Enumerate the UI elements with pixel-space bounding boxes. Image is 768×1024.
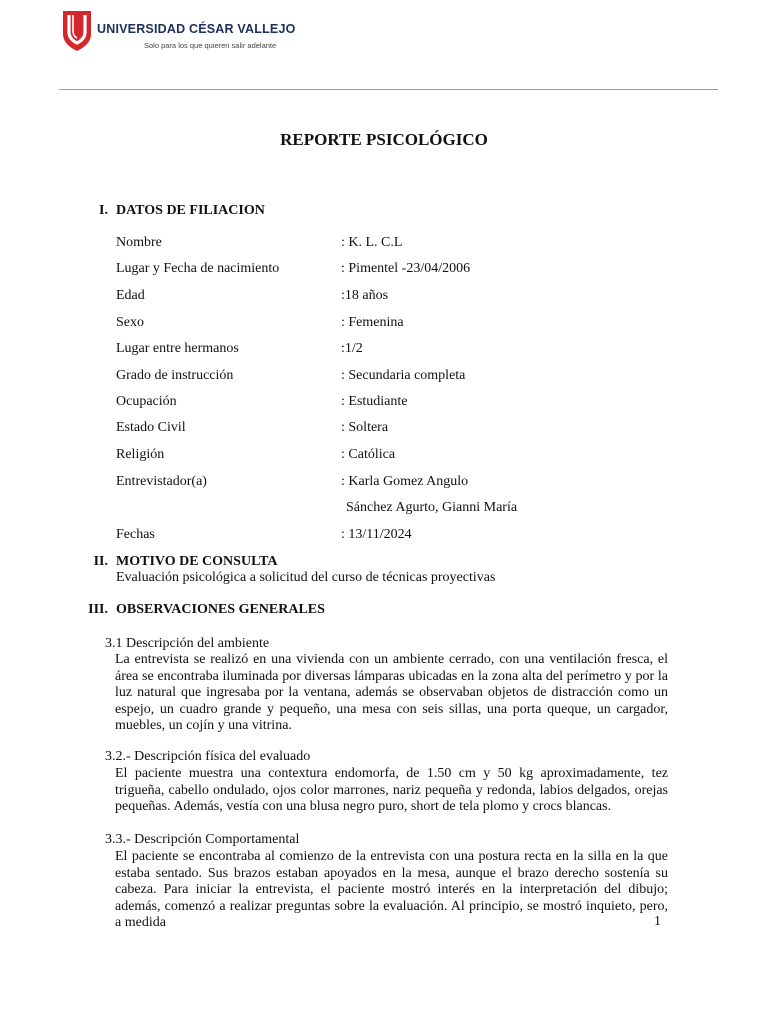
field-label: Edad (116, 288, 145, 303)
page-number: 1 (654, 914, 661, 929)
field-row-hermanos (116, 341, 363, 357)
field-value: : Pimentel -23/04/2006 (341, 261, 471, 276)
field-row-estado-civil (116, 420, 389, 436)
field-row-nombre (116, 235, 403, 251)
section-number: II. (93, 554, 108, 569)
field-row-religion (116, 447, 396, 463)
field-row-instruccion (116, 368, 466, 384)
field-value: : K. L. C.L (341, 235, 403, 250)
field-label: Lugar entre hermanos (116, 341, 239, 356)
document-title: REPORTE PSICOLÓGICO (280, 130, 488, 149)
university-name: UNIVERSIDAD CÉSAR VALLEJO (97, 22, 296, 36)
field-value: :1/2 (341, 341, 363, 356)
field-value: : Estudiante (341, 394, 408, 409)
paragraph-comportamental: El paciente se encontraba al comienzo de la entrevista con una postura recta en la silla en la que estaba sentado. Sus brazos estaban apoyados en la mesa, aunque el brazo derecho sostenía su cabeza. Para iniciar la entrevista, el paciente mostró interés en la interpretación del dibujo; además, comenzó a realizar preguntas sobre la evaluación. Al principio, se mostró inquieto, pero, a medida (115, 849, 668, 930)
field-label: Sexo (116, 315, 144, 330)
field-row-fechas (116, 527, 412, 543)
section-heading-motivo (93, 554, 278, 570)
section-heading-observaciones (88, 602, 325, 618)
university-slogan: Solo para los que quieren salir adelante (144, 41, 277, 50)
field-value: : 13/11/2024 (341, 527, 412, 542)
field-label: Estado Civil (116, 420, 186, 435)
field-label: Fechas (116, 527, 155, 542)
motivo-text: Evaluación psicológica a solicitud del curso de técnicas proyectivas (116, 570, 496, 585)
field-value: : Católica (341, 447, 396, 462)
field-label: Entrevistador(a) (116, 474, 207, 489)
field-label: Lugar y Fecha de nacimiento (116, 261, 280, 276)
field-label: Religión (116, 447, 165, 462)
paragraph-ambiente: La entrevista se realizó en una vivienda con un ambiente cerrado, con una ventilación fresca, el área se encontraba iluminada por diversas lámparas ubicadas en la zona alta del perímetro y por la luz natural que ingresaba por la ventana, además se observaban objetos de distracción como un espejo, un cuadro grande y pequeño, una mesa con seis sillas, una porta queque, un cargador, muebles, un cojín y una vitrina. (115, 652, 668, 733)
subsection-heading-comportamental: 3.3.- Descripción Comportamental (105, 832, 300, 847)
field-row-sexo (116, 315, 404, 331)
field-label: Nombre (116, 235, 162, 250)
field-label: Ocupación (116, 394, 177, 409)
university-shield-logo-icon (62, 10, 92, 52)
field-row-entrevistador (116, 474, 469, 490)
field-row-edad (116, 288, 389, 304)
section-number: I. (99, 203, 108, 218)
header-divider (59, 89, 718, 90)
field-label: Grado de instrucción (116, 368, 234, 383)
field-value: :18 años (341, 288, 389, 303)
paragraph-fisica: El paciente muestra una contextura endomorfa, de 1.50 cm y 50 kg aproximadamente, tez trigueña, cabello ondulado, ojos color marrones, nariz pequeña y redonda, labios delgados, orejas pequeñas. Además, vestía con una blusa negro puro, short de tela plomo y crocs blancas. (115, 766, 668, 814)
subsection-heading-fisica: 3.2.- Descripción física del evaluado (105, 749, 311, 764)
field-value: : Femenina (341, 315, 404, 330)
field-value-entrevistador-2: Sánchez Agurto, Gianni María (346, 500, 518, 515)
section-number: III. (88, 602, 108, 617)
subsection-heading-ambiente: 3.1 Descripción del ambiente (105, 636, 270, 651)
field-value: : Soltera (341, 420, 389, 435)
section-title: OBSERVACIONES GENERALES (116, 602, 325, 617)
university-logo (62, 10, 296, 56)
field-value: : Karla Gomez Angulo (341, 474, 469, 489)
field-value: : Secundaria completa (341, 368, 466, 383)
field-row-ocupacion (116, 394, 408, 410)
section-title: DATOS DE FILIACION (116, 203, 265, 218)
field-row-nacimiento (116, 261, 471, 277)
section-heading-filiacion (99, 203, 265, 219)
section-title: MOTIVO DE CONSULTA (116, 554, 278, 569)
